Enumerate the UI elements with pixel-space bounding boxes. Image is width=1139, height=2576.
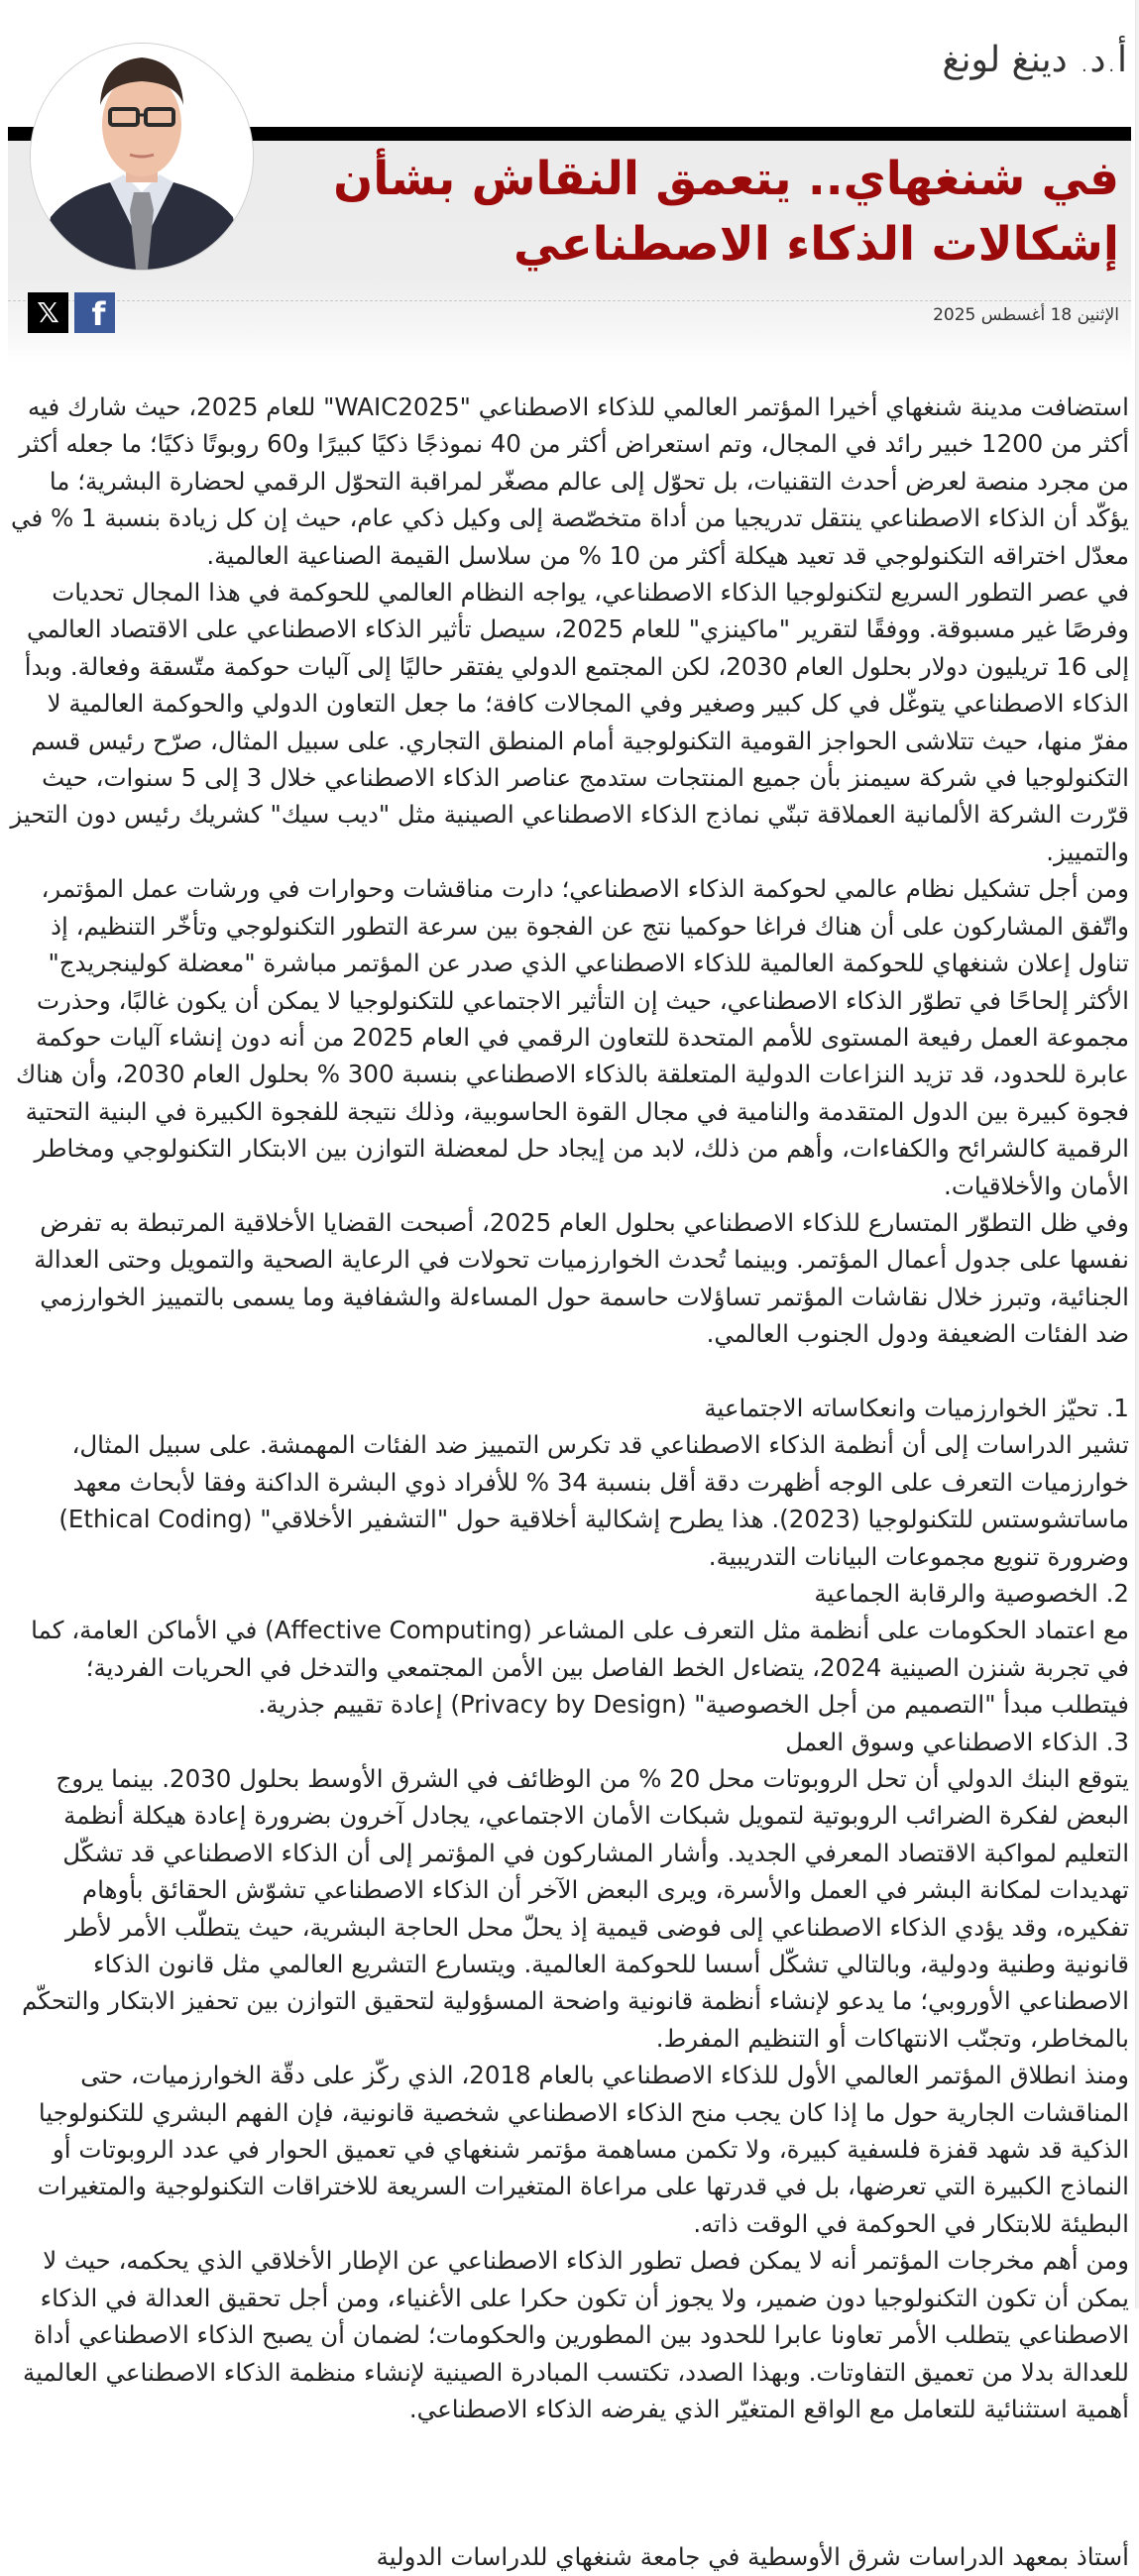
section-heading: 1. تحيّز الخوارزميات وانعكاساته الاجتماعية bbox=[704, 1393, 1129, 1422]
section-body: تشير الدراسات إلى أن أنظمة الذكاء الاصطناعي قد تكرس التمييز ضد الفئات المهمشة. على سبيل المثال، خوارزميات التعرف على الوجه أظهرت دقة أقل بنسبة 34 % للأفراد ذوي البشرة الداكنة وفقا لأبحاث معهد ماساتشوستس للتكنولوجيا (2023). هذا يطرح إشكالية أخلاقية حول "التشفير الأخلاقي" (Ethical Coding) وضرورة تنويع مجموعات البيانات التدريبية. bbox=[58, 1430, 1129, 1571]
author-portrait-icon bbox=[31, 44, 253, 270]
paragraph-spacer bbox=[9, 1353, 1129, 1390]
article-body bbox=[9, 389, 1129, 2576]
article-paragraph: في عصر التطور السريع لتكنولوجيا الذكاء الاصطناعي، يواجه النظام العالمي للحوكمة في هذا المجال تحديات وفرصًا غير مسبوقة. ووفقًا لتقرير "ماكينزي" للعام 2025، سيصل تأثير الذكاء الاصطناعي على الاقتصاد العالمي إلى 16 تريليون دولار بحلول العام 2030، لكن المجتمع الدولي يفتقر حاليًا إلى آليات حوكمة متّسقة وفعالة. وبدأ الذكاء الاصطناعي يتوغّل في كل كبير وصغير وفي المجالات كافة؛ ما جعل التعاون الدولي والحوكمة العالمية لا مفرّ منها، حيث تتلاشى الحواجز القومية التكنولوجية أمام المنطق التجاري. على سبيل المثال، صرّح رئيس قسم التكنولوجيا في شركة سيمنز بأن جميع المنتجات ستدمج عناصر الذكاء الاصطناعي خلال 3 إلى 5 سنوات، حيث قرّرت الشركة الألمانية العملاقة تبنّي نماذج الذكاء الاصطناعي الصينية مثل "ديب سيك" كشريك رئيس دون التحيز والتمييز. bbox=[10, 578, 1129, 866]
article-paragraph: استضافت مدينة شنغهاي أخيرا المؤتمر العالمي للذكاء الاصطناعي "WAIC2025" للعام 2025، حيث شارك فيه أكثر من 1200 خبير رائد في المجال، وتم استعراض أكثر من 40 نموذجًا ذكيًا كبيرًا و60 روبوتًا ذكيًا؛ ما جعله أكثر من مجرد منصة لعرض أحدث التقنيات، بل تحوّل إلى عالم مصغّر لمراقبة التحوّل الرقمي لحضارة البشرية؛ ما يؤكّد أن الذكاء الاصطناعي ينتقل تدريجيا من أداة متخصّصة إلى وكيل ذكي عام، حيث إن كل زيادة بنسبة 1 % في معدّل اختراقه التكنولوجي قد تعيد هيكلة أكثر من 10 % من سلاسل القيمة الصناعية العالمية. bbox=[11, 392, 1129, 570]
section-heading: 3. الذكاء الاصطناعي وسوق العمل bbox=[785, 1727, 1129, 1756]
article-title: في شنغهاي.. يتعمق النقاش بشأن إشكالات الذكاء الاصطناعي bbox=[333, 152, 1119, 272]
author-photo bbox=[30, 43, 254, 271]
facebook-icon: f bbox=[91, 295, 106, 333]
author-affiliation: أستاذ بمعهد الدراسات شرق الأوسطية في جامعة شنغهاي للدراسات الدولية bbox=[376, 2542, 1129, 2572]
header-divider bbox=[8, 300, 1131, 301]
article-paragraph: ومن أجل تشكيل نظام عالمي لحوكمة الذكاء الاصطناعي؛ دارت مناقشات وحوارات في ورشات عمل المؤتمر، واتّفق المشاركون على أن هناك فراغا حوكميا نتج عن الفجوة بين سرعة التطور التكنولوجي وتأخّر التنظيم، إذ تناول إعلان شنغهاي للحوكمة العالمية للذكاء الاصطناعي الذي صدر عن المؤتمر مباشرة "معضلة كولينجريدج" الأكثر إلحاحًا في تطوّر الذكاء الاصطناعي، حيث إن التأثير الاجتماعي للتكنولوجيا لا يمكن أن يكون غالبًا، وحذرت مجموعة العمل رفيعة المستوى للأمم المتحدة للتعاون الرقمي في العام 2025 من أنه دون إنشاء آليات حوكمة عابرة للحدود، قد تزيد النزاعات الدولية المتعلقة بالذكاء الاصطناعي بنسبة 300 % بحلول العام 2030، وأن هناك فجوة كبيرة بين الدول المتقدمة والنامية في مجال القوة الحاسوبية، وذلك نتيجة للفجوة الكبيرة في البنية التحتية الرقمية كالشرائح والكفاءات، وأهم من ذلك، لابد من إيجاد حل لمعضلة التوازن بين الابتكار التكنولوجي ومخاطر الأمان والأخلاقيات. bbox=[15, 874, 1129, 1200]
section-heading: 2. الخصوصية والرقابة الجماعية bbox=[814, 1578, 1129, 1608]
article-paragraph: ومن أهم مخرجات المؤتمر أنه لا يمكن فصل تطور الذكاء الاصطناعي عن الإطار الأخلاقي الذي يحكمه، حيث لا يمكن أن تكون التكنولوجيا دون ضمير، ولا يجوز أن تكون حكرا على الأغنياء، ومن أجل تحقيق العدالة في الذكاء الاصطناعي يتطلب الأمر تعاونا عابرا للحدود بين المطورين والحكومات؛ لضمان أن يصبح الذكاء الاصطناعي أداة للعدالة بدلا من تعميق التفاوتات. وبهذا الصدد، تكتسب المبادرة الصينية لإنشاء منظمة الذكاء الاصطناعي العالمية أهمية استثنائية للتعامل مع الواقع المتغيّر الذي يفرضه الذكاء الاصطناعي. bbox=[22, 2246, 1129, 2423]
article-date: الإثنين 18 أغسطس 2025 bbox=[933, 305, 1119, 325]
author-name[interactable]: أ.د. دينغ لونغ bbox=[942, 40, 1127, 80]
facebook-share-button[interactable] bbox=[74, 292, 115, 333]
article-header bbox=[0, 0, 1139, 377]
x-share-button[interactable] bbox=[28, 292, 68, 333]
article-paragraph: ومنذ انطلاق المؤتمر العالمي الأول للذكاء الاصطناعي بالعام 2018، الذي ركّز على دقّة الخوارزميات، حتى المناقشات الجارية حول ما إذا كان يجب منح الذكاء الاصطناعي شخصية قانونية، فإن الفهم البشري للتكنولوجيا الذكية قد شهد قفزة فلسفية كبيرة، ولا تكمن مساهمة مؤتمر شنغهاي في تعميق الحوار في عدد الروبوتات أو النماذج الكبيرة التي تعرضها، بل في قدرتها على مراعاة المتغيرات السريعة للاختراقات التكنولوجية والمتغيرات البطيئة للابتكار في الحوكمة في الوقت ذاته. bbox=[37, 2061, 1129, 2238]
paragraph-spacer bbox=[9, 2427, 1129, 2538]
section-body: يتوقع البنك الدولي أن تحل الروبوتات محل 20 % من الوظائف في الشرق الأوسط بحلول 2030. بينما يروج البعض لفكرة الضرائب الروبوتية لتمويل شبكات الأمان الاجتماعي، يجادل آخرون بضرورة إعادة هيكلة أنظمة التعليم لمواكبة الاقتصاد المعرفي الجديد. وأشار المشاركون في المؤتمر إلى أن الذكاء الاصطناعي قد تشكّل تهديدات لمكانة البشر في العمل والأسرة، ويرى البعض الآخر أن الذكاء الاصطناعي تشوّش الحقائق بأوهام تفكيره، وقد يؤدي الذكاء الاصطناعي إلى فوضى قيمية إذ يحلّ محل الحاجة البشرية، حيث يتطلّب الأمر لأطر قانونية وطنية ودولية، وبالتالي تشكّل أسسا للحوكمة العالمية. ويتسارع التشريع العالمي مثل قانون الذكاء الاصطناعي الأوروبي؛ ما يدعو لإنشاء أنظمة قانونية واضحة المسؤولية لتحقيق التوازن بين تحفيز الابتكار والتحكّم بالمخاطر، وتجنّب الانتهاكات أو التنظيم المفرط. bbox=[22, 1764, 1129, 2053]
section-body: مع اعتماد الحكومات على أنظمة مثل التعرف على المشاعر (Affective Computing) في الأماكن العامة، كما في تجربة شنزن الصينية 2024، يتضاءل الخط الفاصل بين الأمن المجتمعي والتدخل في الحريات الفردية؛ فيتطلب مبدأ "التصميم من أجل الخصوصية" (Privacy by Design) إعادة تقييم جذرية. bbox=[31, 1616, 1129, 1720]
share-buttons bbox=[28, 292, 115, 333]
x-icon: 𝕏 bbox=[37, 296, 59, 329]
article-paragraph: وفي ظل التطوّر المتسارع للذكاء الاصطناعي بحلول العام 2025، أصبحت القضايا الأخلاقية المرتبطة به تفرض نفسها على جدول أعمال المؤتمر. وبينما تُحدث الخوارزميات تحولات في الرعاية الصحية والتمويل وحتى العدالة الجنائية، وتبرز خلال نقاشات المؤتمر تساؤلات حاسمة حول المساءلة والشفافية وما يسمى بالتمييز الخوارزمي ضد الفئات الضعيفة ودول الجنوب العالمي. bbox=[34, 1207, 1129, 1349]
